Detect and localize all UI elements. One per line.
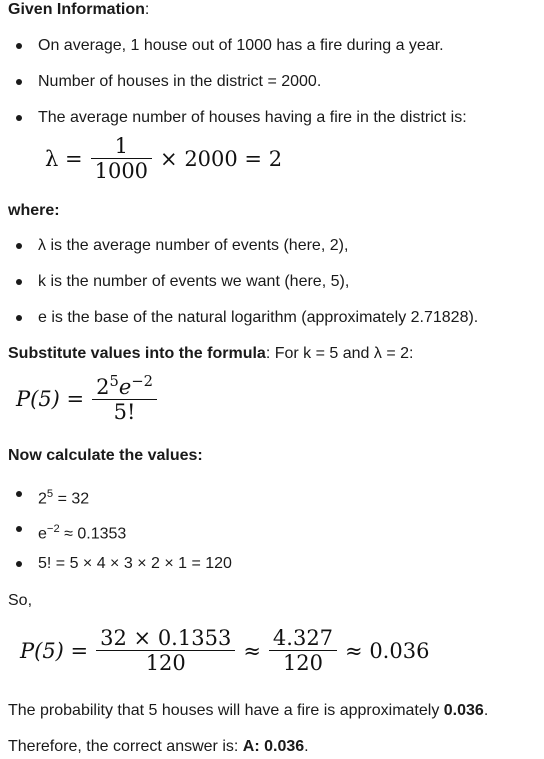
num-base: 2 bbox=[96, 375, 110, 399]
p5-result-den-2: 120 bbox=[269, 650, 337, 675]
calc-heading: Now calculate the values: bbox=[8, 447, 203, 464]
bullet-dot bbox=[16, 561, 22, 567]
p5-formula-denominator: 5! bbox=[92, 399, 157, 424]
p5-result-fraction-2 bbox=[269, 626, 337, 675]
conclusion-line bbox=[8, 701, 488, 721]
where-bullet-1-text: λ is the average number of events (here, 2), bbox=[38, 237, 349, 254]
num-e: e bbox=[118, 375, 132, 399]
lambda-denominator: 1000 bbox=[91, 158, 152, 183]
answer-end: . bbox=[304, 738, 309, 755]
calc-bullet-2-text bbox=[38, 519, 126, 544]
so-text: So, bbox=[8, 592, 33, 609]
bullet-dot bbox=[16, 315, 22, 321]
bullet-dot bbox=[16, 115, 22, 121]
bullet-dot bbox=[16, 491, 22, 497]
e-exp: −2 bbox=[46, 523, 60, 535]
p5-result-fraction-1 bbox=[96, 626, 235, 675]
conclusion-value: 0.036 bbox=[443, 702, 484, 719]
where-bullet-3-text: e is the base of the natural logarithm (approximately 2.71828). bbox=[38, 309, 479, 326]
p5-formula bbox=[16, 373, 157, 424]
bullet-dot bbox=[16, 79, 22, 85]
answer-line bbox=[8, 737, 309, 757]
calc-bullet-3-text: 5! = 5 × 4 × 3 × 2 × 1 = 120 bbox=[38, 555, 232, 572]
num-exp: 5 bbox=[109, 373, 119, 390]
bullet-dot bbox=[16, 279, 22, 285]
given-bullet-3-text: The average number of houses having a fire in the district is: bbox=[38, 109, 467, 126]
pow-base: 2 bbox=[38, 490, 47, 508]
given-colon: : bbox=[144, 1, 150, 18]
pow-exp: 5 bbox=[46, 488, 54, 500]
bullet-dot bbox=[16, 243, 22, 249]
answer-value: A: 0.036 bbox=[242, 738, 305, 755]
lambda-equation bbox=[45, 134, 282, 183]
p5-formula-numerator bbox=[92, 373, 157, 399]
p5-result-num-2: 4.327 bbox=[272, 626, 334, 650]
given-bullet-2-text: Number of houses in the district = 2000. bbox=[38, 73, 322, 90]
answer-text: Therefore, the correct answer is: bbox=[8, 738, 243, 755]
calc-bullet-1-text bbox=[38, 484, 89, 509]
substitute-rest: : For k = 5 and λ = 2: bbox=[265, 345, 414, 362]
lambda-lhs: λ = bbox=[45, 146, 83, 171]
e-rest: ≈ 0.1353 bbox=[59, 525, 127, 543]
conclusion-text: The probability that 5 houses will have a fire is approximately bbox=[8, 702, 444, 719]
num-e-exp: −2 bbox=[131, 373, 153, 390]
conclusion-end: . bbox=[483, 702, 489, 719]
e-base: e bbox=[38, 525, 47, 543]
p5-result-lhs: P(5) = bbox=[20, 638, 89, 663]
given-heading: Given Information bbox=[8, 1, 145, 18]
p5-result-den-1: 120 bbox=[96, 650, 235, 675]
bullet-dot bbox=[16, 526, 22, 532]
pow-rest: = 32 bbox=[53, 490, 90, 508]
substitute-heading: Substitute values into the formula bbox=[8, 345, 266, 362]
where-heading: where: bbox=[8, 202, 60, 219]
where-bullet-2-text: k is the number of events we want (here, 5), bbox=[38, 273, 350, 290]
p5-formula-fraction bbox=[92, 373, 157, 424]
given-heading-line bbox=[8, 0, 149, 20]
p5-formula-lhs: P(5) = bbox=[16, 386, 85, 411]
lambda-rest: × 2000 = 2 bbox=[160, 146, 283, 171]
lambda-numerator: 1 bbox=[114, 134, 128, 158]
bullet-dot bbox=[16, 43, 22, 49]
p5-result-approx-1: ≈ bbox=[243, 638, 261, 663]
lambda-fraction bbox=[91, 134, 152, 183]
p5-result-approx-2: ≈ 0.036 bbox=[345, 638, 430, 663]
p5-result-num-1: 32 × 0.1353 bbox=[100, 626, 232, 650]
substitute-line bbox=[8, 344, 413, 364]
given-bullet-1-text: On average, 1 house out of 1000 has a fire during a year. bbox=[38, 37, 444, 54]
p5-result bbox=[20, 626, 429, 675]
